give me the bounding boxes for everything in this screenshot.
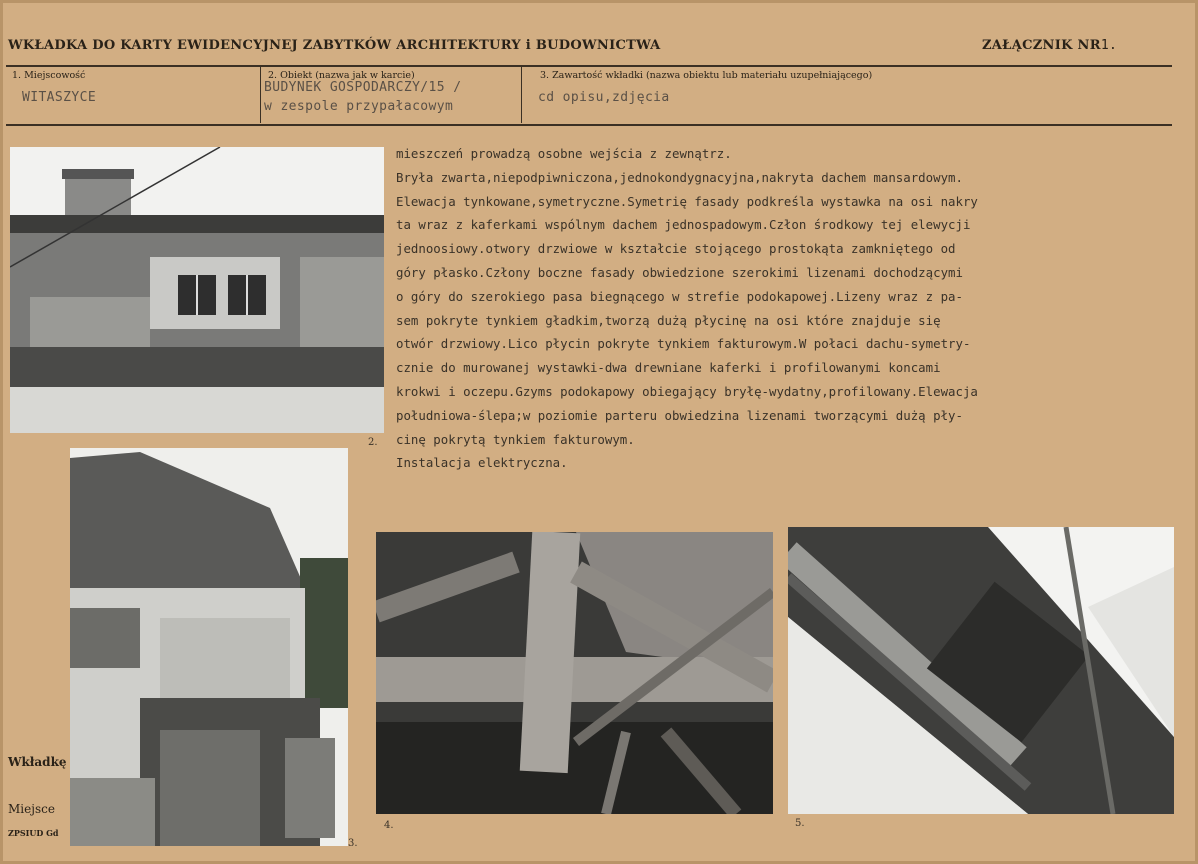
description-line: Elewacja tynkowane,symetryczne.Symetrię fasady podkreśla wystawka na osi nakry <box>396 193 978 209</box>
description-line: otwór drzwiowy.Lico płycin pokryte tynkiem fakturowym.W połaci dachu-symetry- <box>396 336 971 352</box>
insert-label: Wkładkę <box>8 755 67 769</box>
description-line: cznie do murowanej wystawki-dwa drewniane kaferki i profilowanymi koncami <box>396 360 941 376</box>
description-line: Instalacja elektryczna. <box>396 455 568 471</box>
description-line: ta wraz z kaferkami wspólnym dachem jednospadowym.Człon środkowy tej elewycji <box>396 217 971 233</box>
description-line: sem pokryte tynkiem gładkim,tworzą dużą płycinę na osi które znajduje się <box>396 312 941 328</box>
object-value-line1: BUDYNEK GOSPODARCZY/15 / <box>264 80 462 95</box>
photo-side-elevation <box>70 448 348 846</box>
contents-value: cd opisu,zdjęcia <box>538 90 670 105</box>
photo-number-2: 2. <box>368 437 378 448</box>
description-line: góry płasko.Człony boczne fasady obwiedzione szerokimi lizenami dochodzącymi <box>396 264 963 280</box>
header-rule <box>6 65 1172 67</box>
photo-number-3: 3. <box>348 838 358 849</box>
photo-number-5: 5. <box>795 818 805 829</box>
photo-dormer <box>10 147 384 433</box>
object-label: 2. Obiekt (nazwa jak w karcie) <box>268 70 415 81</box>
description-line: południowa-ślepa;w poziomie parteru obwiedzina lizenami tworzącymi dużą pły- <box>396 407 963 423</box>
field-divider-2 <box>521 67 522 123</box>
locality-label: 1. Miejscowość <box>12 70 86 81</box>
object-value-line2: w zespole przypałacowym <box>264 99 454 114</box>
place-label: Miejsce <box>8 802 55 816</box>
annex-label <box>982 38 1117 53</box>
description-line: krokwi i oczepu.Gzyms podokapowy obiegający bryłę-wydatny,profilowany.Elewacja <box>396 383 978 399</box>
annex-number: 1. <box>1100 38 1118 53</box>
contents-label: 3. Zawartość wkładki (nazwa obiektu lub materiału uzupełniającego) <box>540 70 873 81</box>
description-line: Bryła zwarta,niepodpiwniczona,jednokondygnacyjna,nakryta dachem mansardowym. <box>396 169 963 185</box>
field-divider-1 <box>260 67 261 123</box>
fields-rule <box>6 124 1172 126</box>
description-line: cinę pokrytą tynkiem fakturowym. <box>396 431 635 447</box>
photo-eaves <box>788 527 1174 814</box>
locality-value: WITASZYCE <box>22 90 97 105</box>
description-line: o góry do szerokiego pasa biegnącego w strefie podokapowej.Lizeny wraz z pa- <box>396 288 963 304</box>
form-title: WKŁADKA DO KARTY EWIDENCYJNEJ ZABYTKÓW ARCHITEKTURY i BUDOWNICTWA <box>8 38 661 53</box>
printer-mark: ZPSIUD Gd <box>8 828 59 838</box>
annex-text: ZAŁĄCZNIK NR <box>982 38 1101 53</box>
photo-roof-truss <box>376 532 773 814</box>
description-line: mieszczeń prowadzą osobne wejścia z zewnątrz. <box>396 146 732 161</box>
description-line: jednoosiowy.otwory drzwiowe w kształcie stojącego prostokąta zamkniętego od <box>396 241 956 257</box>
description-text <box>396 142 1186 475</box>
photo-number-4: 4. <box>384 820 394 831</box>
